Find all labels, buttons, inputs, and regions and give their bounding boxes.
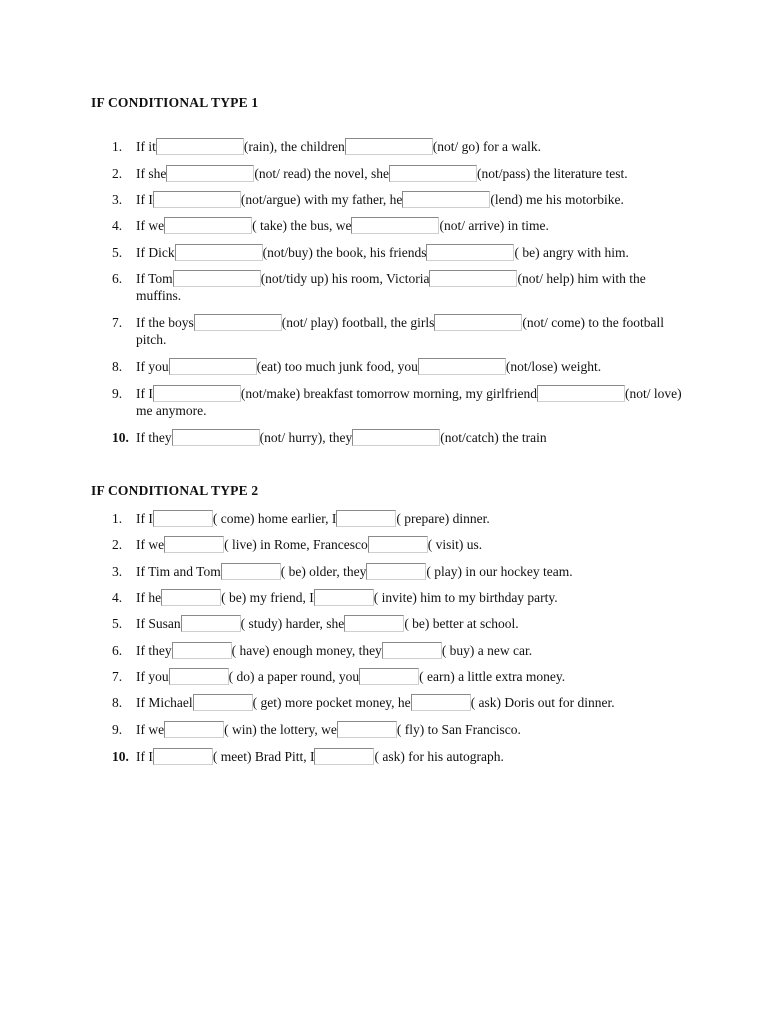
sentence-end: ( prepare) dinner. [396,511,490,526]
answer-blank-1[interactable] [221,563,281,580]
sentence-start: If Tom [136,271,173,286]
sentence-end: ( ask) for his autograph. [374,749,504,764]
sentence-start: If Dick [136,245,175,260]
item-number: 9. [112,386,123,401]
item-number: 3. [112,192,123,207]
sentence-middle: ( have) enough money, they [231,643,382,658]
answer-blank-1[interactable] [173,270,261,287]
sentence-middle: (not/make) breakfast tomorrow morning, my girlfriend [240,386,538,401]
sentence-middle: ( be) my friend, I [221,590,314,605]
sentence-middle: (eat) too much junk food, you [256,359,418,374]
section-title-type-1: IF CONDITIONAL TYPE 1 [91,95,259,110]
sentence-end: ( be) better at school. [404,616,519,631]
exercise-item [112,721,687,738]
item-number: 7. [112,669,123,684]
sentence-end: ( ask) Doris out for dinner. [470,695,615,710]
exercise-item [112,589,687,606]
sentence-end: ( play) in our hockey team. [426,564,573,579]
item-number: 9. [112,722,123,737]
sentence-middle: (rain), the children [243,139,345,154]
item-number: 8. [112,359,123,374]
sentence-start: If Tim and Tom [136,564,221,579]
item-number: 10. [112,430,129,445]
sentence-start: If you [136,359,169,374]
item-number: 2. [112,166,123,181]
sentence-end: (not/ arrive) in time. [439,218,549,233]
exercise-item [112,642,687,659]
answer-blank-1[interactable] [153,191,241,208]
answer-blank-2[interactable] [351,217,439,234]
sentence-start: If they [136,643,172,658]
sentence-start: If Susan [136,616,181,631]
answer-blank-1[interactable] [156,138,244,155]
answer-blank-2[interactable] [411,694,471,711]
sentence-end: (not/catch) the train [440,430,547,445]
answer-blank-1[interactable] [194,314,282,331]
sentence-middle: ( do) a paper round, you [228,669,360,684]
sentence-start: If it [136,139,156,154]
exercise-item [112,358,687,375]
sentence-start: If Michael [136,695,193,710]
exercise-item [112,270,687,304]
answer-blank-1[interactable] [164,721,224,738]
exercise-item [112,563,687,580]
sentence-end: ( fly) to San Francisco. [396,722,521,737]
answer-blank-2[interactable] [337,721,397,738]
sentence-middle: ( win) the lottery, we [224,722,337,737]
exercise-item [112,217,687,234]
sentence-end: (not/pass) the literature test. [476,166,628,181]
sentence-end: ( buy) a new car. [441,643,533,658]
item-number: 10. [112,749,129,764]
section-title-type-2: IF CONDITIONAL TYPE 2 [91,483,259,498]
answer-blank-2[interactable] [359,668,419,685]
item-number: 7. [112,315,123,330]
sentence-end: (not/ love) me anymore. [136,386,682,418]
sentence-start: If he [136,590,162,605]
answer-blank-1[interactable] [166,165,254,182]
answer-blank-1[interactable] [153,748,213,765]
answer-blank-1[interactable] [161,589,221,606]
item-number: 1. [112,511,123,526]
answer-blank-2[interactable] [382,642,442,659]
sentence-middle: ( be) older, they [280,564,367,579]
item-number: 4. [112,218,123,233]
sentence-end: (not/lose) weight. [505,359,602,374]
item-number: 6. [112,643,123,658]
sentence-middle: ( get) more pocket money, he [252,695,411,710]
answer-blank-2[interactable] [352,429,440,446]
item-number: 6. [112,271,123,286]
sentence-middle: (not/ play) football, the girls [281,315,435,330]
sentence-end: (lend) me his motorbike. [490,192,624,207]
answer-blank-2[interactable] [344,615,404,632]
sentence-middle: (not/argue) with my father, he [240,192,403,207]
sentence-end: (not/ come) to the football pitch. [136,315,665,347]
item-number: 3. [112,564,123,579]
exercise-item [112,191,687,208]
answer-blank-2[interactable] [368,536,428,553]
answer-blank-2[interactable] [418,358,506,375]
sentence-middle: (not/tidy up) his room, Victoria [260,271,430,286]
sentence-start: If you [136,669,169,684]
answer-blank-2[interactable] [336,510,396,527]
exercise-item [112,668,687,685]
exercise-item [112,694,687,711]
item-number: 2. [112,537,123,552]
exercise-item [112,615,687,632]
exercise-item [112,314,687,348]
sentence-middle: (not/ hurry), they [259,430,353,445]
sentence-middle: (not/ read) the novel, she [254,166,389,181]
answer-blank-2[interactable] [434,314,522,331]
exercise-item [112,244,687,261]
item-number: 4. [112,590,123,605]
exercise-item [112,536,687,553]
answer-blank-2[interactable] [366,563,426,580]
item-number: 5. [112,616,123,631]
answer-blank-1[interactable] [164,536,224,553]
sentence-start: If they [136,430,172,445]
answer-blank-2[interactable] [345,138,433,155]
exercise-item [112,510,687,527]
answer-blank-1[interactable] [153,510,213,527]
exercise-item [112,165,687,182]
sentence-middle: ( study) harder, she [240,616,345,631]
sentence-start: If I [136,192,153,207]
answer-blank-2[interactable] [314,748,374,765]
sentence-start: If she [136,166,167,181]
answer-blank-1[interactable] [169,668,229,685]
answer-blank-2[interactable] [402,191,490,208]
answer-blank-1[interactable] [193,694,253,711]
answer-blank-1[interactable] [164,217,252,234]
exercise-item [112,385,687,419]
item-number: 1. [112,139,123,154]
answer-blank-2[interactable] [389,165,477,182]
sentence-start: If I [136,386,153,401]
sentence-end: ( earn) a little extra money. [419,669,566,684]
sentence-start: If I [136,749,153,764]
exercise-item [112,748,687,765]
sentence-middle: ( meet) Brad Pitt, I [212,749,315,764]
sentence-end: ( invite) him to my birthday party. [373,590,558,605]
answer-blank-1[interactable] [153,385,241,402]
exercise-item [112,138,687,155]
sentence-end: ( visit) us. [427,537,483,552]
sentence-end: (not/ help) him with the muffins. [136,271,646,303]
answer-blank-2[interactable] [537,385,625,402]
answer-blank-1[interactable] [181,615,241,632]
sentence-end: ( be) angry with him. [514,245,629,260]
item-number: 5. [112,245,123,260]
sentence-start: If we [136,537,165,552]
sentence-middle: ( live) in Rome, Francesco [224,537,368,552]
sentence-end: (not/ go) for a walk. [432,139,542,154]
sentence-start: If we [136,218,165,233]
item-number: 8. [112,695,123,710]
sentence-middle: ( take) the bus, we [252,218,352,233]
answer-blank-2[interactable] [429,270,517,287]
answer-blank-2[interactable] [314,589,374,606]
answer-blank-1[interactable] [172,642,232,659]
answer-blank-2[interactable] [426,244,514,261]
sentence-start: If we [136,722,165,737]
exercise-item [112,429,687,446]
sentence-middle: ( come) home earlier, I [212,511,337,526]
sentence-middle: (not/buy) the book, his friends [262,245,427,260]
answer-blank-1[interactable] [172,429,260,446]
sentence-start: If the boys [136,315,194,330]
answer-blank-1[interactable] [175,244,263,261]
answer-blank-1[interactable] [169,358,257,375]
sentence-start: If I [136,511,153,526]
